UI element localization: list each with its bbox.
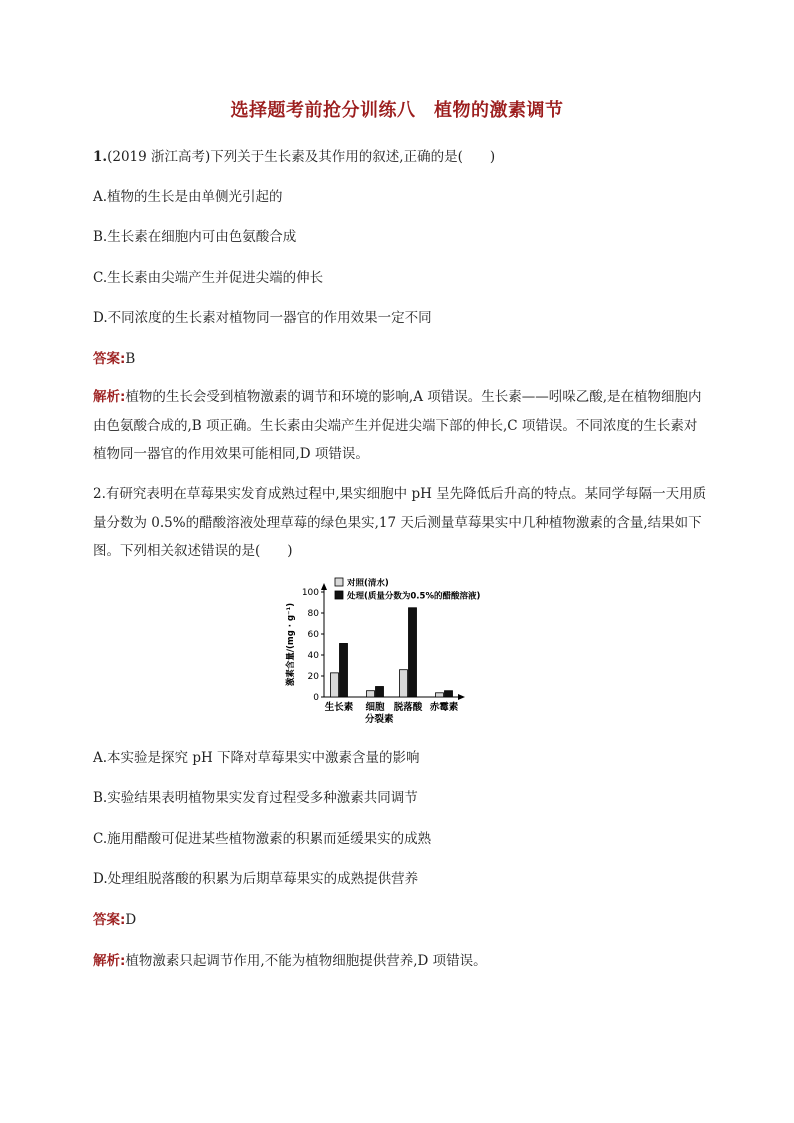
analysis-text: 植物激素只起调节作用,不能为植物细胞提供营养,D 项错误。 — [125, 953, 487, 969]
y-tick-label: 80 — [307, 609, 319, 619]
question-2-option-c: C.施用醋酸可促进某些植物激素的积累而延缓果实的成熟 — [93, 831, 432, 847]
question-2-option-b: B.实验结果表明植物果实发育过程受多种激素共同调节 — [93, 790, 418, 806]
analysis-label: 解析: — [93, 953, 126, 969]
legend-label: 对照(清水) — [347, 578, 389, 589]
analysis-label: 解析: — [93, 389, 126, 405]
bar — [409, 608, 417, 697]
y-tick-label: 40 — [307, 651, 319, 661]
answer-label: 答案: — [93, 351, 126, 367]
question-1-analysis — [93, 383, 707, 469]
hormone-bar-chart — [280, 578, 520, 725]
y-tick-label: 0 — [313, 693, 319, 703]
analysis-text: 植物的生长会受到植物激素的调节和环境的影响,A 项错误。生长素——吲哚乙酸,是在植物细胞内由色氨酸合成的,B 项正确。生长素由尖端产生并促进尖端下部的伸长,C 项错误。不同浓度的生长素对植物同一器官的作用效果可能相同,D 项错误。 — [93, 389, 702, 462]
question-1-stem — [93, 147, 495, 167]
bar — [445, 691, 453, 697]
question-1-number: 1. — [93, 149, 108, 165]
bar — [376, 687, 384, 698]
question-1-option-b: B.生长素在细胞内可由色氨酸合成 — [93, 229, 297, 245]
y-tick-label: 100 — [301, 588, 319, 598]
question-1-answer — [93, 349, 135, 369]
question-2-answer — [93, 910, 136, 930]
question-1-option-d: D.不同浓度的生长素对植物同一器官的作用效果一定不同 — [93, 310, 432, 326]
question-2-stem: 2.有研究表明在草莓果实发育成熟过程中,果实细胞中 pH 呈先降低后升高的特点。某同学每隔一天用质量分数为 0.5%的醋酸溶液处理草莓的绿色果实,17 天后测量草莓果实中几种植物激素的含量,结果如下图。下列相关叙述错误的是( ) — [93, 486, 707, 559]
y-axis-arrow — [321, 583, 327, 590]
bar — [436, 693, 444, 697]
bar — [340, 643, 348, 697]
y-axis-label: 激素含量/(mg · g⁻¹) — [286, 602, 296, 687]
y-tick-label: 20 — [307, 672, 319, 682]
bar — [367, 691, 375, 697]
x-tick-label: 生长素 — [324, 702, 354, 713]
question-1-option-c: C.生长素由尖端产生并促进尖端的伸长 — [93, 270, 324, 286]
y-tick-label: 60 — [307, 630, 319, 640]
answer-value: B — [125, 351, 136, 367]
page-title: 选择题考前抢分训练八 植物的激素调节 — [230, 100, 564, 121]
x-tick-sublabel: 分裂素 — [365, 714, 394, 725]
question-2-analysis — [93, 951, 487, 971]
x-axis-arrow — [458, 694, 465, 700]
legend-swatch — [335, 591, 343, 599]
question-1-option-a: A.植物的生长是由单侧光引起的 — [93, 189, 283, 205]
x-tick-label: 赤霉素 — [429, 702, 459, 713]
bar — [400, 670, 408, 697]
legend-swatch — [335, 578, 343, 586]
question-2-option-a: A.本实验是探究 pH 下降对草莓果实中激素含量的影响 — [93, 750, 420, 766]
answer-label: 答案: — [93, 912, 126, 928]
legend-label: 处理(质量分数为0.5%的醋酸溶液) — [347, 591, 481, 602]
bar — [331, 673, 339, 697]
x-tick-label: 细胞 — [365, 702, 385, 713]
question-1-stem-text: (2019 浙江高考)下列关于生长素及其作用的叙述,正确的是( ) — [107, 149, 496, 165]
x-tick-label: 脱落酸 — [393, 702, 423, 713]
answer-value: D — [125, 912, 137, 928]
question-2-option-d: D.处理组脱落酸的积累为后期草莓果实的成熟提供营养 — [93, 871, 419, 887]
